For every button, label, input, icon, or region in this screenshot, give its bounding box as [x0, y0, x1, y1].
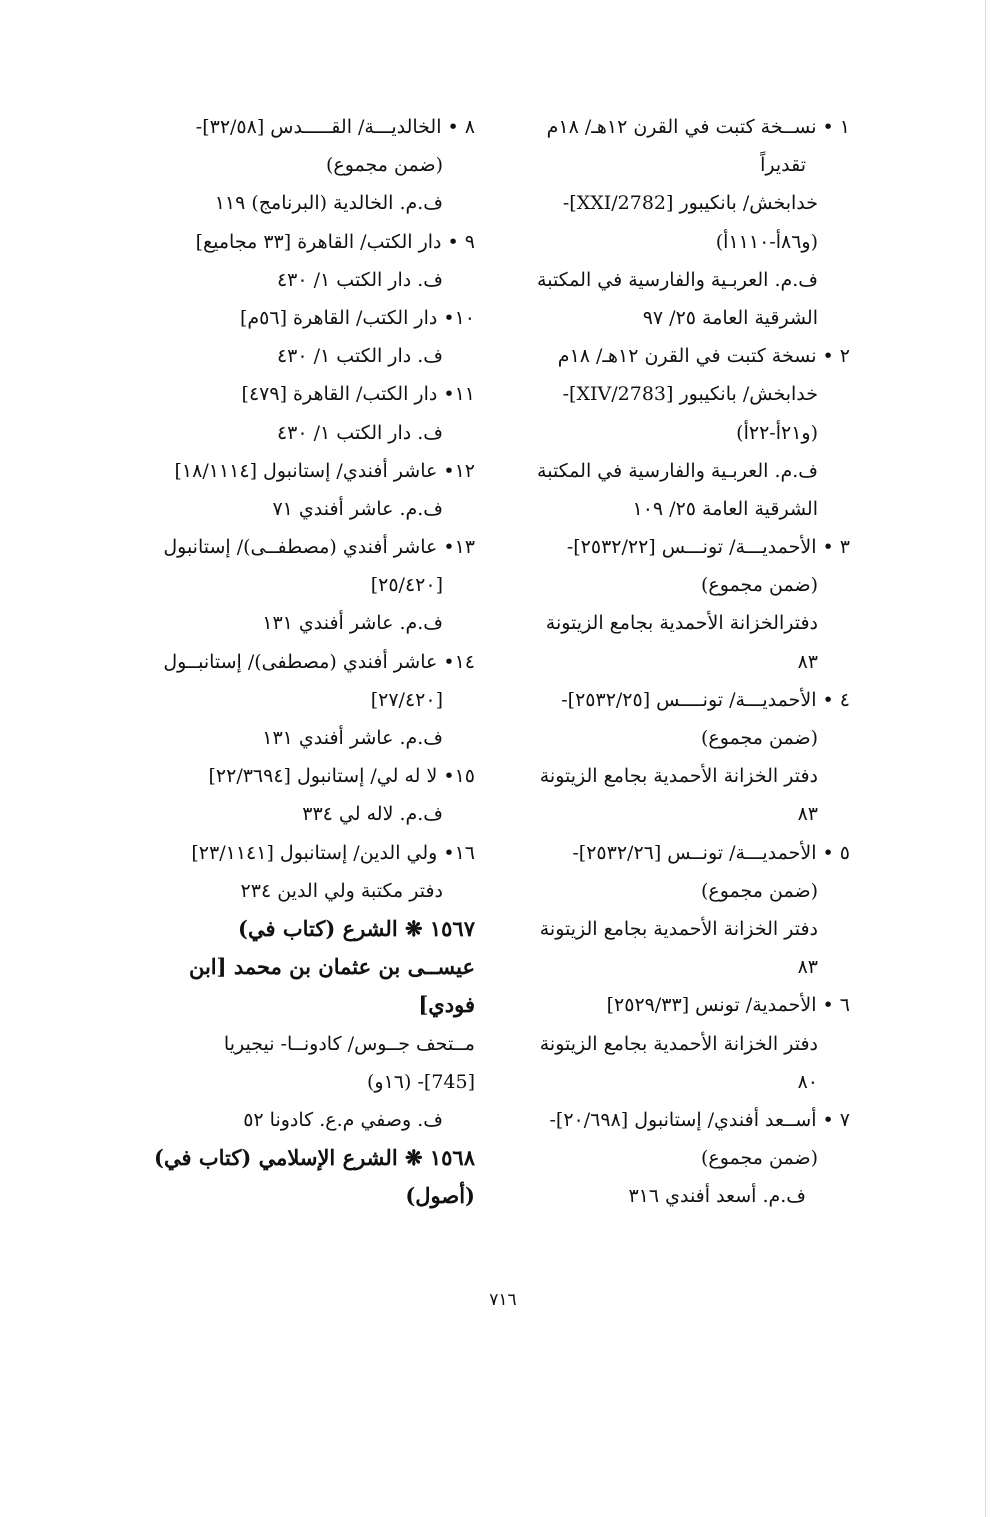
text-line: ف.م. عاشر أفندي ١٣١	[262, 612, 443, 635]
text-line: ١ • نســخة كتبت في القرن ١٢هـ/ ١٨م	[546, 116, 850, 138]
scan-edge-line	[985, 0, 986, 1517]
text-line: ٨ • الخالديـــة/ القـــــدس [٣٢/٥٨]-	[195, 116, 475, 138]
text-line: الشرقية العامة ٢٥/ ١٠٩	[632, 497, 818, 520]
text-line: ف.م. عاشر أفندي ١٣١	[262, 727, 443, 749]
text-line: (ضمن مجموع)	[700, 879, 818, 902]
text-line: ف. دار الكتب ١/ ٤٣٠	[276, 268, 443, 291]
text-line: ٨٠	[797, 1070, 818, 1093]
text-line: تقديراً	[760, 154, 806, 177]
text-line: ف. دار الكتب ١/ ٤٣٠	[276, 421, 443, 444]
left-column	[125, 108, 475, 1215]
text-line: (ضمن مجموع)	[325, 154, 443, 177]
text-line: (أصول)	[405, 1183, 475, 1209]
text-line: خدابخش/ بانكيبور [2783/XIV]-	[562, 383, 818, 406]
text-line: [٢٧/٤٢٠]	[370, 688, 443, 711]
text-line: دفتر الخزانة الأحمدية بجامع الزيتونة	[539, 1032, 818, 1055]
text-line: ٨٣	[797, 956, 818, 979]
text-line: عيســى بن عثمان بن محمد [ابن	[188, 954, 475, 980]
text-line: مــتحف جــوس/ كادونــا- نيجيريا	[223, 1032, 475, 1055]
text-line: ٩ • دار الكتب/ القاهرة [٣٣ مجاميع]	[195, 230, 475, 253]
text-line: دفتر الخزانة الأحمدية بجامع الزيتونة	[539, 765, 818, 788]
text-line: ١٢• عاشر أفندي/ إستانبول [١٨/١١١٤]	[174, 459, 475, 482]
text-line: ف.م. أسعد أفندي ٣١٦	[628, 1185, 806, 1208]
text-line: ١٥٦٨ ❋ الشرع الإسلامي (كتاب في)	[154, 1145, 475, 1171]
text-line: (ضمن مجموع)	[700, 1147, 818, 1170]
text-line: خدابخش/ بانكيبور [2782/XXI]-	[562, 192, 818, 215]
text-line: ف. وصفي م.ع. كادونا ٥٢	[243, 1108, 443, 1131]
text-line: (و٢١أ-٢٢أ)	[736, 421, 818, 444]
text-line: [٢٥/٤٢٠]	[370, 574, 443, 597]
text-line: ف.م. الخالدية (البرنامج) ١١٩	[214, 192, 443, 215]
text-line: ١١• دار الكتب/ القاهرة [٤٧٩]	[241, 383, 475, 406]
text-line: (ضمن مجموع)	[700, 727, 818, 749]
text-line: ٣ • الأحمديـــة/ تونـــس [٢٥٣٢/٢٢]-	[566, 536, 850, 559]
text-line: ف.م. لاله لي ٣٣٤	[302, 803, 443, 826]
text-line: دفتر مكتبة ولي الدين ٢٣٤	[240, 879, 443, 902]
text-line: فودي]	[418, 992, 475, 1018]
text-line: ١٠• دار الكتب/ القاهرة [٥٦م]	[239, 306, 475, 329]
text-line: ٢ • نسخة كتبت في القرن ١٢هـ/ ١٨م	[557, 345, 850, 368]
text-line: دفتر الخزانة الأحمدية بجامع الزيتونة	[539, 917, 818, 940]
text-line: (ضمن مجموع)	[700, 574, 818, 597]
text-line: الشرقية العامة ٢٥/ ٩٧	[642, 306, 818, 329]
text-line: ف. دار الكتب ١/ ٤٣٠	[276, 345, 443, 368]
text-line: ف.م. عاشر أفندي ٧١	[272, 497, 443, 520]
text-line: ف.م. العربـية والفارسية في المكتبة	[537, 268, 818, 291]
text-line: دفترالخزانة الأحمدية بجامع الزيتونة	[545, 612, 818, 635]
text-line: ٨٣	[797, 803, 818, 826]
right-column	[505, 108, 850, 1215]
text-line: ٥ • الأحمديـــة/ تونــس [٢٥٣٢/٢٦]-	[572, 841, 850, 864]
text-line: ٤ • الأحمديـــة/ تونــــس [٢٥٣٢/٢٥]-	[561, 688, 850, 711]
page-number: ٧١٦	[489, 1290, 517, 1310]
text-line: ١٥٦٧ ❋ الشرع (كتاب في)	[238, 915, 475, 941]
text-line: ١٤• عاشر أفندي (مصطفى)/ إستانبــول	[163, 650, 475, 673]
text-line: ١٥• لا له لي/ إستانبول [٢٢/٣٦٩٤]	[208, 765, 475, 788]
text-line: ٦ • الأحمدية/ تونس [٢٥٢٩/٣٣]	[606, 994, 850, 1017]
text-line: [745]- (١٦و)	[367, 1070, 475, 1093]
text-line: (و٨٦أ-١١١٠أ)	[715, 230, 818, 253]
text-line: ٧ • أســعد أفندي/ إستانبول [٢٠/٦٩٨]-	[549, 1108, 850, 1131]
text-line: ف.م. العربـية والفارسية في المكتبة	[537, 459, 818, 482]
text-line: ١٣• عاشر أفندي (مصطفــى)/ إستانبول	[163, 536, 475, 559]
text-line: ١٦• ولي الدين/ إستانبول [٢٣/١١٤١]	[191, 841, 475, 864]
text-line: ٨٣	[797, 650, 818, 673]
